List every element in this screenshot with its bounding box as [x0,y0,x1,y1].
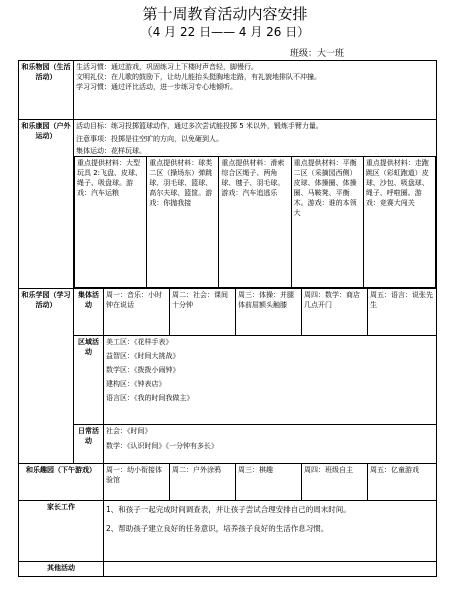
sports-zone-2: 重点提供材料：球类二区（操场东）弹跳球、羽毛球、篮球、高尔夫球、篮筐。游戏：你抛我接 [147,157,219,288]
study-group-fri: 周五：语言：说张先生 [368,289,437,336]
sports-note: 注意事项：投掷是往空旷的方向，以免砸到人。 [76,135,223,143]
zone-language: 语言区：《我的时间我做主》 [106,394,194,402]
zone-math: 数学区：《拨拨小闹钟》 [106,366,180,374]
other-row [19,562,437,577]
daily-social: 社会：《时间》 [106,427,152,435]
life-line-study: 学习习惯：通过评比活动，进一步练习专心地倾听。 [76,83,237,91]
sports-zone-1: 重点提供材料：大型玩具 2:飞盘、皮球、绳子、吸盘球。游戏：汽车运粮 [75,157,147,288]
home-item-1: 1、和孩子一起完成时间调查表，并让孩子尝试合理安排自己的周末时间。 [106,505,351,514]
zone-build: 建构区：《钟表店》 [106,380,166,388]
study-daily-content [104,425,437,464]
study-daily-label: 日常活动 [74,425,104,464]
study-group-row [19,289,437,336]
study-title: 和乐学园（学习活动） [19,289,74,464]
life-line-habit: 生活习惯：通过游戏，巩固练习上下楼时声音轻，脚慢行。 [76,63,258,71]
play-tue: 周二：户外涂鸦 [170,464,236,501]
class-label: 班级： [290,49,318,59]
home-title: 家长工作 [19,501,104,562]
sports-content [74,120,437,289]
study-zone-row [19,336,437,425]
sports-row [19,120,437,289]
study-group-wed: 周三：体操：并腿体前屈额头触膝 [236,289,302,336]
study-zone-content [104,336,437,425]
schedule-table [18,60,437,577]
sports-zone-3: 重点提供材料：滑索综合区绳子、两角球、毽子、羽毛球。游戏：汽车追逃乐 [219,157,291,288]
zone-art: 美工区：《花样手表》 [106,338,173,346]
other-content [104,562,437,577]
class-name: 大一班 [317,49,345,59]
sports-goal: 活动目标：练习投掷篮球动作，通过多次尝试能投掷 5 米以外，锻炼手臂力量。 [76,122,323,130]
play-row [19,464,437,501]
class-info [290,46,344,59]
study-group-thu: 周四：数学：商店几点开门 [302,289,368,336]
play-wed: 周三：棋趣 [236,464,302,501]
sports-group: 集体运动：花样玩球。 [76,147,146,155]
life-title: 和乐物园（生活活动） [19,61,74,120]
study-zone-label: 区域活动 [74,336,104,425]
sports-zones [74,156,436,288]
life-row [19,61,437,120]
sports-title: 和乐康园（户外运动） [19,120,74,289]
date-range: （4 月 22 日—— 4 月 26 日） [140,25,310,39]
study-daily-row [19,425,437,464]
home-item-2: 2、帮助孩子建立良好的任务意识，培养孩子良好的生活作息习惯。 [106,524,329,533]
sports-zone-4: 重点提供材料：平衡二区（采摘园西侧）皮球、体操圈、体操圈、马鞍凳、平衡木。游戏：谁的本领大 [291,157,363,288]
play-title: 和乐趣园（下午游戏） [19,464,104,501]
page-title: 第十周教育活动内容安排 [142,5,308,23]
study-group-mon: 周一：音乐：小时钟在说话 [104,289,170,336]
zone-puzzle: 益智区：《时间大挑战》 [106,352,180,360]
home-content [104,501,437,562]
life-content [74,61,437,120]
study-group-tue: 周二：社会：课间十分钟 [170,289,236,336]
play-mon: 周一：幼小衔接体验馆 [104,464,170,501]
other-title: 其他活动 [19,562,104,577]
home-row [19,501,437,562]
play-thu: 周四：班级自主 [302,464,368,501]
play-fri: 周五：亿童游戏 [368,464,437,501]
study-group-label: 集体活动 [74,289,104,336]
life-line-etiquette: 文明礼仪：在儿歌的鼓励下，让幼儿能抬头挺胸地走路，有礼貌地排队不冲撞。 [76,73,321,81]
daily-math: 数学：《认识时间》《一分钟有多长》 [106,442,218,450]
sports-zone-5: 重点提供材料：走跑跳区（彩虹跑道）皮球、沙包、吸盘球、绳子、呼啦圈。游戏：竞赛大闯关 [363,157,435,288]
